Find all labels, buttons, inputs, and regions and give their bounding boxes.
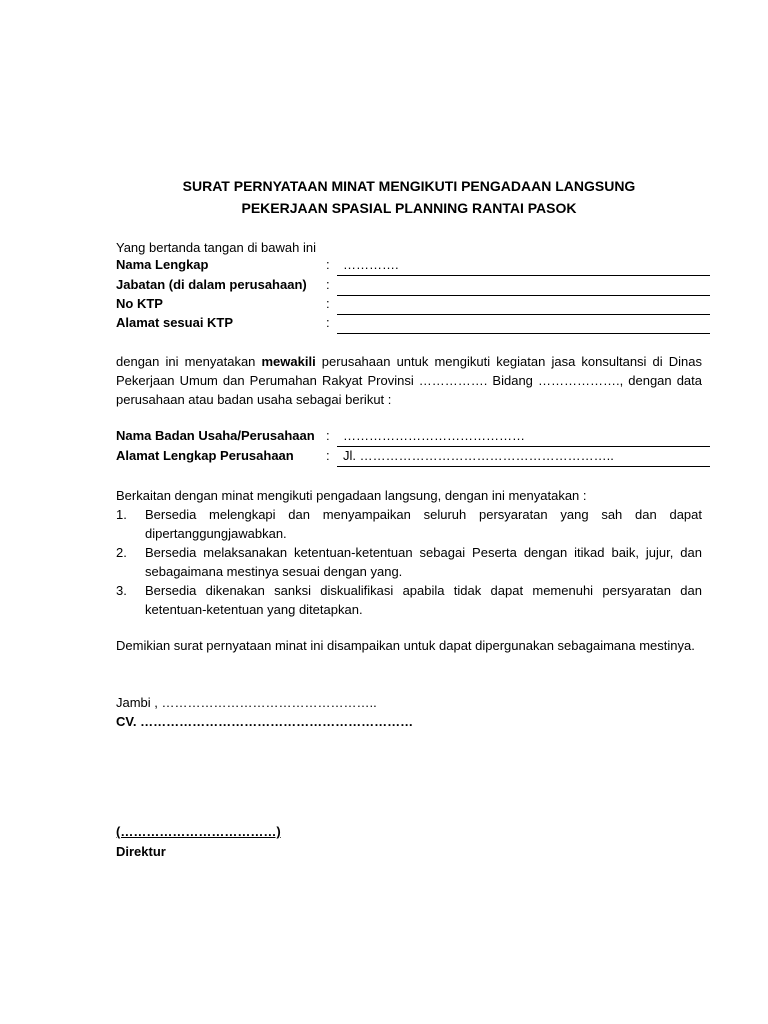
letter-title-line1: SURAT PERNYATAAN MINAT MENGIKUTI PENGADAAN LANGSUNG bbox=[182, 178, 636, 194]
list-item bbox=[116, 543, 702, 581]
field-jabatan bbox=[116, 277, 711, 296]
declaration-intro: Berkaitan dengan minat mengikuti pengadaan langsung, dengan ini menyatakan : bbox=[116, 488, 587, 503]
company-sign: CV. ……………………………………………………… bbox=[116, 714, 414, 729]
field-colon: : bbox=[326, 315, 330, 330]
field-colon: : bbox=[326, 296, 330, 311]
list-item bbox=[116, 505, 702, 543]
intro-text: Yang bertanda tangan di bawah ini bbox=[116, 240, 316, 255]
field-value-ktp[interactable] bbox=[337, 296, 710, 315]
list-text: Bersedia melaksanakan ketentuan-ketentuan sebagai Peserta dengan itikad baik, jujur, dan sebagaimana mestinya sesuai dengan yang. bbox=[145, 545, 702, 579]
field-colon: : bbox=[326, 448, 330, 463]
list-text: Bersedia melengkapi dan menyampaikan seluruh persyaratan yang sah dan dapat dipertanggungjawabkan. bbox=[145, 507, 702, 541]
field-label: Jabatan (di dalam perusahaan) bbox=[116, 277, 307, 292]
field-value-nama-badan-usaha[interactable]: …………………………………… bbox=[337, 428, 710, 447]
statement-bold: mewakili bbox=[261, 354, 316, 369]
statement-after: perusahaan untuk mengikuti kegiatan jasa konsultansi di Dinas Pekerjaan Umum dan Perumahan Rakyat Provinsi ……………. Bidang ………………., dengan data perusahaan atau badan usaha sebagai berikut : bbox=[116, 354, 702, 407]
field-value-jabatan[interactable] bbox=[337, 277, 710, 296]
declaration-list bbox=[116, 505, 702, 619]
field-label: Nama Badan Usaha/Perusahaan bbox=[116, 428, 315, 443]
field-label: No KTP bbox=[116, 296, 163, 311]
field-label: Alamat sesuai KTP bbox=[116, 315, 234, 330]
field-no-ktp bbox=[116, 296, 711, 315]
closing-text: Demikian surat pernyataan minat ini disampaikan untuk dapat dipergunakan sebagaimana mestinya. bbox=[116, 638, 695, 653]
field-label: Nama Lengkap bbox=[116, 257, 209, 272]
signature-name: (………………………………) bbox=[116, 824, 281, 839]
list-number: 1. bbox=[116, 507, 127, 522]
field-nama-lengkap bbox=[116, 257, 711, 276]
field-colon: : bbox=[326, 428, 330, 443]
list-item bbox=[116, 581, 702, 619]
place-date: Jambi , ………………………………………….. bbox=[116, 695, 377, 710]
statement-paragraph bbox=[116, 352, 702, 409]
field-value-nama[interactable]: …………. bbox=[337, 257, 710, 276]
list-text: Bersedia dikenakan sanksi diskualifikasi apabila tidak dapat memenuhi persyaratan dan ketentuan-ketentuan yang ditetapkan. bbox=[145, 583, 702, 617]
field-label: Alamat Lengkap Perusahaan bbox=[116, 448, 294, 463]
field-value-alamat-perusahaan[interactable]: Jl. ………………………………………………….. bbox=[337, 448, 710, 467]
signature-title: Direktur bbox=[116, 844, 166, 859]
field-alamat-ktp bbox=[116, 315, 711, 334]
list-number: 3. bbox=[116, 583, 127, 598]
field-colon: : bbox=[326, 277, 330, 292]
statement-before: dengan ini menyatakan bbox=[116, 354, 262, 369]
field-alamat-perusahaan bbox=[116, 448, 711, 467]
field-nama-badan-usaha bbox=[116, 428, 711, 447]
field-colon: : bbox=[326, 257, 330, 272]
field-value-alamat-ktp[interactable] bbox=[337, 315, 710, 334]
list-number: 2. bbox=[116, 545, 127, 560]
letter-title-line2: PEKERJAAN SPASIAL PLANNING RANTAI PASOK bbox=[241, 200, 577, 216]
